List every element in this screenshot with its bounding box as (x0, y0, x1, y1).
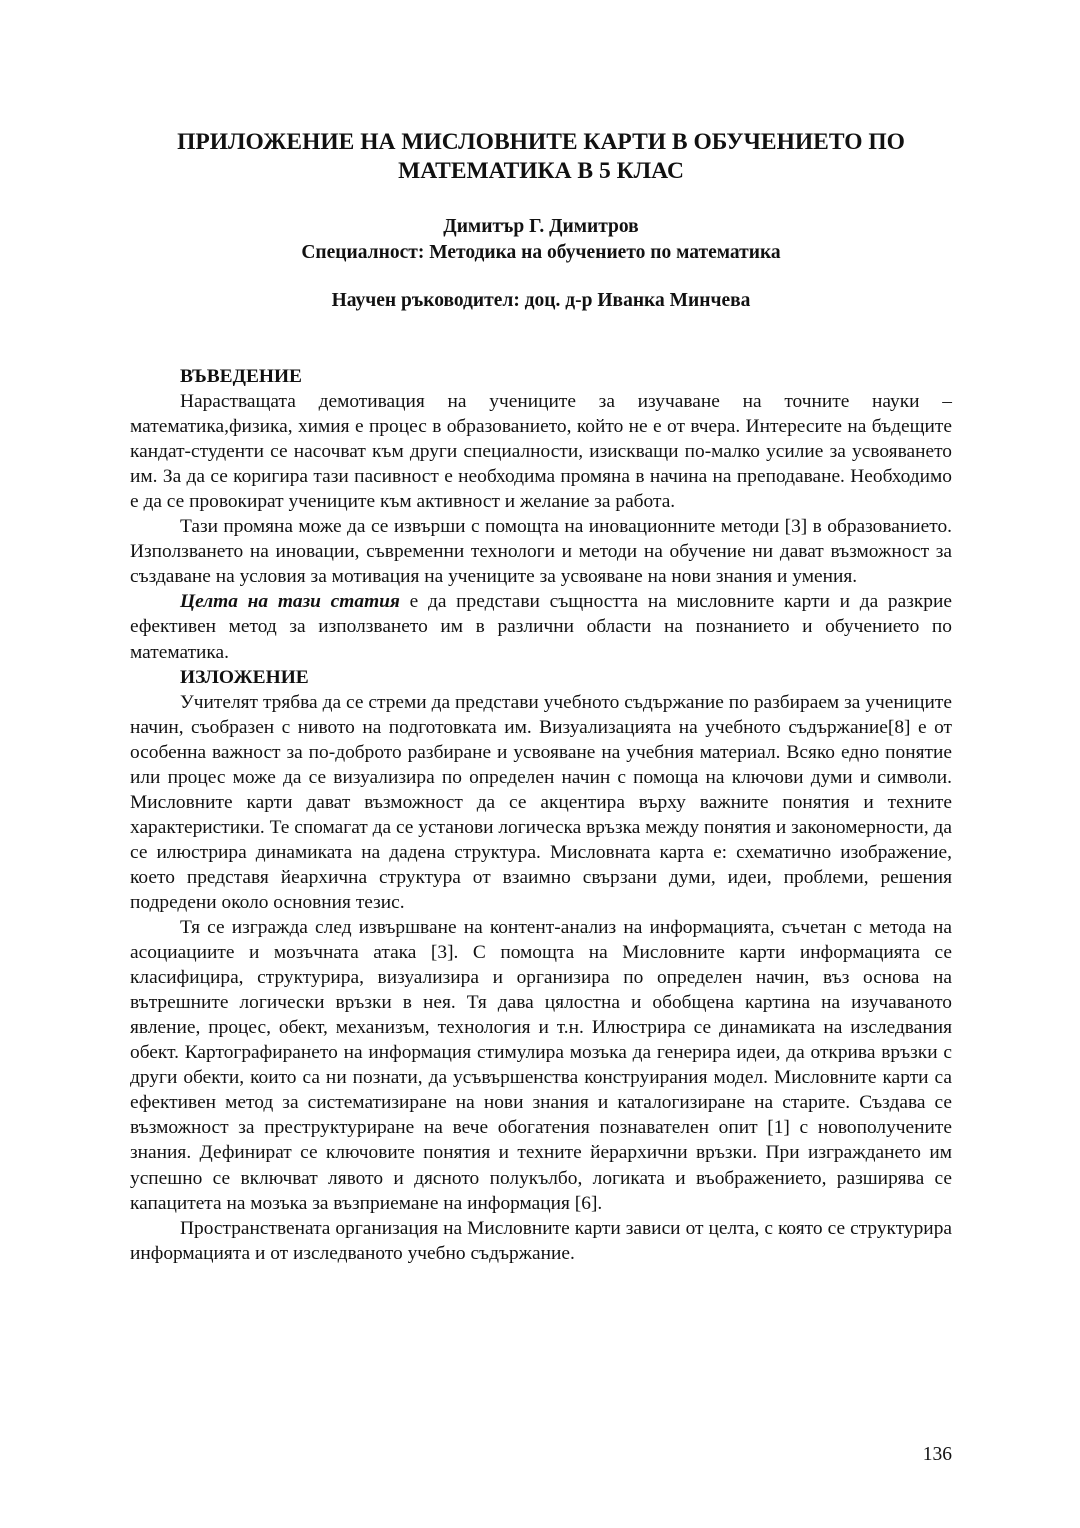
title-line-1: ПРИЛОЖЕНИЕ НА МИСЛОВНИТЕ КАРТИ В ОБУЧЕНИЕТО ПО (177, 129, 905, 155)
title-line-2: МАТЕМАТИКА В 5 КЛАС (398, 158, 684, 184)
intro-paragraph-3-text: е да представи същността на мисловните карти и да разкрие ефективен метод за използването им в различни области на познанието и обучението по математика. (130, 591, 952, 663)
page-number: 136 (922, 1444, 952, 1465)
body-paragraph-3: Пространствената организация на Мисловните карти зависи от целта, с която се структурира информацията и от изследваното учебно съдържание. (130, 1217, 952, 1264)
author-name: Димитър Г. Димитров (443, 216, 639, 237)
section-heading-exposition: ИЗЛОЖЕНИЕ (180, 666, 309, 688)
body-paragraph-1: Учителят трябва да се стреми да представи учебното съдържание по разбираем за учениците начин, съобразен с нивото на подготовката им. Визуализацията на учебното съдържание[8] е от особенна важност за по-доброто разбиране и усвояване на учебния материал. Всяко едно понятие или процес може да се визуализира по определен начин с помоща на ключови думи и символи. Мисловните карти дават възможност да се акцентира върху важните понятия и техните характеристики. Те спомагат да се установи логическа връзка между понятия и закономерности, да се илюстрира динамиката на дадена структура. Мисловната карта е: схематично изображение, което представя йеархична структура от взаимно свързани думи, идеи, проблеми, решения подредени около основния тезис. (130, 691, 952, 913)
author-specialty: Специалност: Методика на обучението по математика (301, 242, 781, 263)
scientific-advisor: Научен ръководител: доц. д-р Иванка Минчева (331, 290, 751, 311)
document-page (130, 0, 952, 1528)
intro-paragraph-1: Нарастващата демотивация на учениците за изучаване на точните науки – математика,физика, химия е процес в образованието, който не е от вчера. Интересите на бъдещите кандат-студенти се насочват към други специалности, изискващи по-малко усилие за усвояването им. За да се коригира тази пасивност е необходима промяна в начина на преподаване. Необходимо е да се провокират учениците към активност и желание за работа. (130, 391, 952, 513)
section-heading-introduction: ВЪВЕДЕНИЕ (180, 366, 302, 387)
paper-title (130, 128, 952, 186)
author-block (130, 214, 952, 266)
body-paragraph-2: Тя се изгражда след извършване на контент-анализ на информацията, съчетан с метода на асоциациите и мозъчната атака [3]. С помощта на Мисловните карти информацията се класифицира, структурира, визуализира и организира по определен начин, въз основа на вътрешните логически връзки в нея. Тя дава цялостна и обобщена картина на изучаваното явление, процес, обект, механизъм, технология и т.н. Илюстрира се динамиката на изследвания обект. Картографирането на информация стимулира мозъка да генерира идеи, да открива връзки с други обекти, които са ни познати, да усъвършенства конструирания модел. Мисловните карти са ефективен метод за систематизиране на нови знания и каталогизиране на старите. Създава се възможност за преструктуриране на вече обогатения познавателен опит [1] с новополучените знания. Дефинират се ключовите понятия и техните йерархични връзки. При изграждането им успешно се включват лявото и дясното полукълбо, логиката и въображението, разширява се капацитета на мозъка за възприемане на информация [6]. (130, 917, 952, 1214)
paper-body (130, 364, 952, 1266)
intro-paragraph-3 (130, 589, 952, 664)
intro-paragraph-2: Тази промяна може да се извърши с помощта на иновационните методи [3] в образованието. Използването на иновации, съвременни технологи и методи на обучение ни дават възможност за създаване на условия за мотивация на учениците за усвояване на нови знания и умения. (130, 516, 952, 588)
article-goal-emphasis: Целта на тази статия (180, 591, 400, 613)
